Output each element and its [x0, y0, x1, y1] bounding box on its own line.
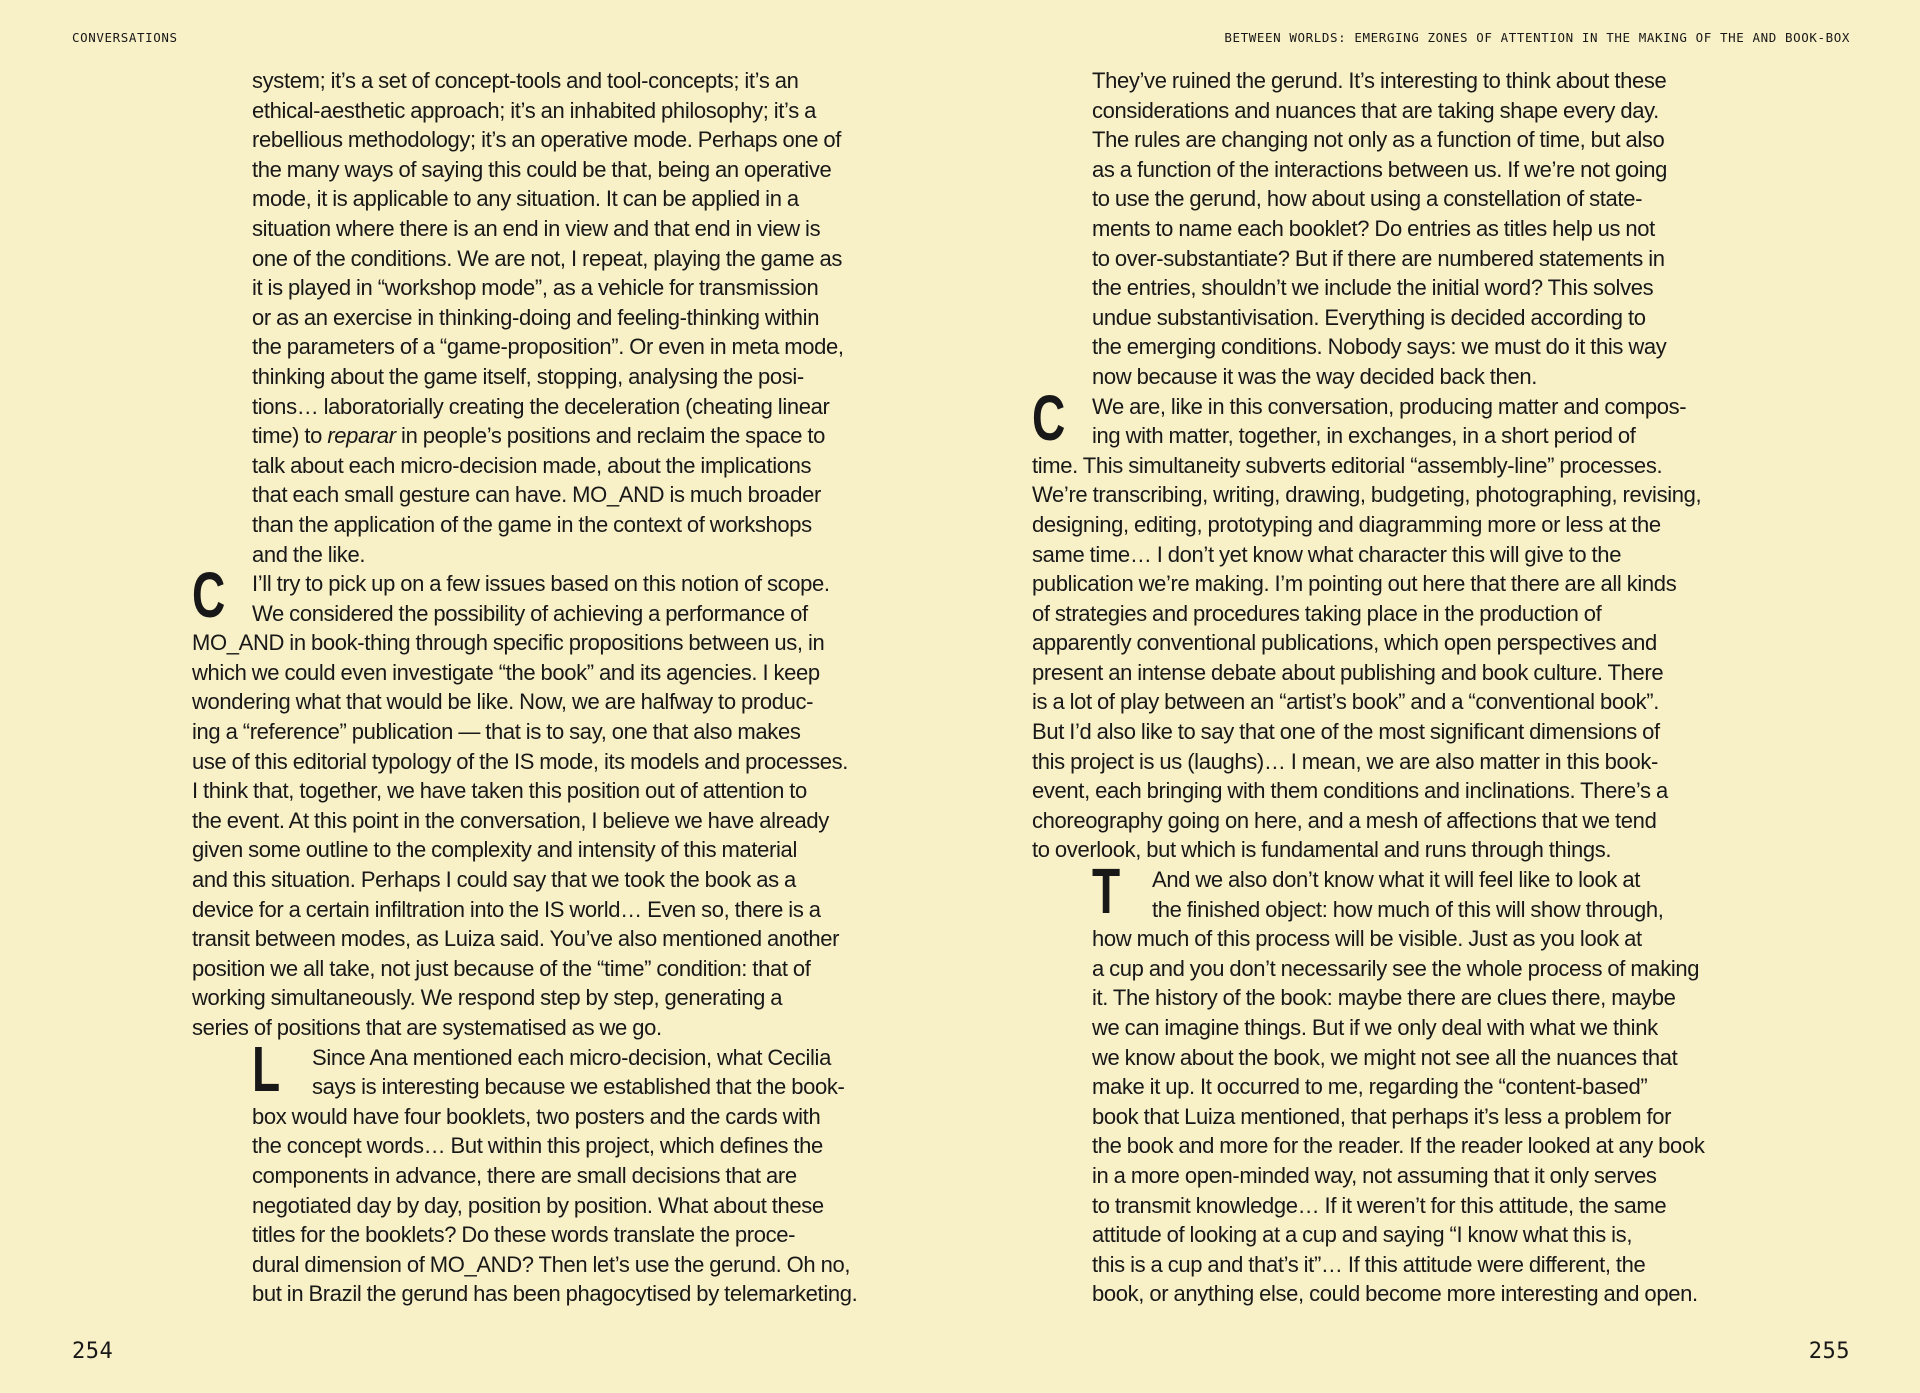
text-line: ethical-aesthetic approach; it’s an inhabited philosophy; it’s a — [252, 97, 816, 123]
speaker-t-paragraph — [1032, 855, 1732, 1309]
text-line: working simultaneously. We respond step by step, generating a — [192, 985, 783, 1011]
text-line: the emerging conditions. Nobody says: we must do it this way — [1092, 334, 1667, 360]
text-line-prefix: time) to — [252, 423, 328, 449]
speaker-initial-c: C — [192, 559, 226, 632]
text-line: the event. At this point in the conversation, I believe we have already — [192, 807, 829, 833]
text-line: to over-substantiate? But if there are numbered statements in — [1092, 245, 1665, 271]
text-line: attitude of looking at a cup and saying “I know what this is, — [1092, 1222, 1633, 1248]
page-number-left: 254 — [72, 1339, 114, 1364]
text-line: device for a certain infiltration into the IS world… Even so, there is a — [192, 896, 821, 922]
text-line: the parameters of a “game-proposition”. Or even in meta mode, — [252, 334, 844, 360]
text-line: tions… laboratorially creating the deceleration (cheating linear — [252, 393, 830, 419]
speaker-c-paragraph-right — [1032, 381, 1732, 866]
text-line: we can imagine things. But if we only deal with what we think — [1092, 1015, 1658, 1040]
text-line: to overlook, but which is fundamental and runs through things. — [1032, 837, 1612, 863]
text-line: than the application of the game in the context of workshops — [252, 511, 812, 537]
text-line: We’re transcribing, writing, drawing, budgeting, photographing, revising, — [1032, 482, 1702, 508]
text-line: or as an exercise in thinking-doing and feeling-thinking within — [252, 304, 820, 330]
text-line: says is interesting because we established that the book- — [312, 1074, 845, 1100]
text-line: apparently conventional publications, which open perspectives and — [1032, 630, 1657, 656]
continued-paragraph-right — [1032, 66, 1732, 392]
text-line: dural dimension of MO_AND? Then let’s use the gerund. Oh no, — [252, 1251, 851, 1277]
text-line: same time… I don’t yet know what character this will give to the — [1032, 541, 1622, 567]
text-line: We are, like in this conversation, producing matter and compos- — [1092, 393, 1687, 419]
text-line: undue substantivisation. Everything is decided according to — [1092, 304, 1646, 330]
text-line: choreography going on here, and a mesh of affections that we tend — [1032, 807, 1657, 833]
text-line: transit between modes, as Luiza said. You’ve also mentioned another — [192, 926, 840, 952]
text-line: system; it’s a set of concept-tools and tool-concepts; it’s an — [252, 68, 799, 93]
text-line: wondering what that would be like. Now, we are halfway to produc- — [192, 689, 814, 715]
text-line: it is played in “workshop mode”, as a vehicle for transmission — [252, 275, 819, 301]
text-line: situation where there is an end in view and that end in view is — [252, 215, 821, 241]
text-line-suffix: in people’s positions and reclaim the space to — [395, 423, 825, 449]
speaker-initial-t: T — [1092, 855, 1120, 928]
text-line: considerations and nuances that are taking shape every day. — [1092, 97, 1659, 123]
text-line: and this situation. Perhaps I could say that we took the book as a — [192, 867, 796, 893]
text-line: We considered the possibility of achieving a performance of — [252, 600, 808, 626]
speaker-initial-l: L — [252, 1032, 280, 1105]
continued-paragraph-left — [192, 66, 902, 569]
text-line: to use the gerund, how about using a constellation of state- — [1092, 186, 1643, 212]
text-line: talk about each micro-decision made, about the implications — [252, 452, 812, 478]
text-line: one of the conditions. We are not, I repeat, playing the game as — [252, 245, 843, 271]
speaker-c-paragraph-left — [192, 559, 902, 1043]
text-line: use of this editorial typology of the IS mode, its models and processes. — [192, 748, 849, 774]
text-line: this project is us (laughs)… I mean, we are also matter in this book- — [1032, 748, 1658, 774]
text-line: box would have four booklets, two posters and the cards with — [252, 1103, 821, 1129]
text-line: ing a “reference” publication — that is to say, one that also makes — [192, 719, 801, 745]
left-page-text-column — [192, 66, 902, 1309]
text-line: ing with matter, together, in exchanges, in a short period of — [1092, 423, 1636, 449]
text-line: a cup and you don’t necessarily see the whole process of making — [1092, 955, 1700, 981]
text-line: The rules are changing not only as a function of time, but also — [1092, 127, 1665, 153]
text-line: designing, editing, prototyping and diagramming more or less at the — [1032, 511, 1661, 537]
text-line: how much of this process will be visible. Just as you look at — [1092, 926, 1642, 952]
text-line: now because it was the way decided back then. — [1092, 363, 1537, 389]
running-head-section: CONVERSATIONS — [72, 30, 178, 45]
text-line: that each small gesture can have. MO_AND is much broader — [252, 482, 821, 508]
speaker-initial-c: C — [1032, 381, 1066, 454]
text-line: And we also don’t know what it will feel like to look at — [1152, 867, 1640, 893]
text-line: mode, it is applicable to any situation. It can be applied in a — [252, 186, 799, 212]
text-line: the concept words… But within this project, which defines the — [252, 1133, 823, 1159]
text-line: the entries, shouldn’t we include the initial word? This solves — [1092, 275, 1654, 301]
right-page-text-column — [1032, 66, 1732, 1309]
speaker-l-paragraph — [192, 1032, 902, 1309]
text-line: it. The history of the book: maybe there are clues there, maybe — [1092, 985, 1676, 1011]
text-line: time. This simultaneity subverts editorial “assembly-line” processes. — [1032, 452, 1663, 478]
text-line: series of positions that are systematised as we go. — [192, 1015, 662, 1040]
running-head-title: BETWEEN WORLDS: EMERGING ZONES OF ATTENTION IN THE MAKING OF THE AND BOOK-BOX — [1224, 30, 1850, 45]
text-line: in a more open-minded way, not assuming that it only serves — [1092, 1162, 1657, 1188]
text-line: this is a cup and that’s it”… If this attitude were different, the — [1092, 1251, 1646, 1277]
text-line: the many ways of saying this could be that, being an operative — [252, 156, 832, 182]
text-line: given some outline to the complexity and intensity of this material — [192, 837, 797, 863]
text-line: which we could even investigate “the book” and its agencies. I keep — [192, 659, 820, 685]
text-line — [252, 421, 902, 451]
text-line: present an intense debate about publishing and book culture. There — [1032, 659, 1664, 685]
text-line: book that Luiza mentioned, that perhaps it’s less a problem for — [1092, 1103, 1672, 1129]
text-line: make it up. It occurred to me, regarding the “content-based” — [1092, 1074, 1648, 1100]
text-line: the finished object: how much of this will show through, — [1152, 896, 1664, 922]
text-line: we know about the book, we might not see all the nuances that — [1092, 1044, 1678, 1070]
text-line: publication we’re making. I’m pointing out here that there are all kinds — [1032, 571, 1677, 597]
text-line: rebellious methodology; it’s an operative mode. Perhaps one of — [252, 127, 842, 153]
text-line: thinking about the game itself, stopping, analysing the posi- — [252, 363, 804, 389]
text-line: I’ll try to pick up on a few issues based on this notion of scope. — [252, 571, 830, 597]
text-line: titles for the booklets? Do these words translate the proce- — [252, 1222, 796, 1248]
text-line: of strategies and procedures taking place in the production of — [1032, 600, 1602, 626]
text-line: ments to name each booklet? Do entries as titles help us not — [1092, 215, 1655, 241]
text-line: but in Brazil the gerund has been phagocytised by telemarketing. — [252, 1281, 858, 1307]
text-line: book, or anything else, could become more interesting and open. — [1092, 1281, 1698, 1307]
text-line: I think that, together, we have taken this position out of attention to — [192, 778, 807, 804]
text-line: They’ve ruined the gerund. It’s interesting to think about these — [1092, 68, 1667, 93]
text-line: position we all take, not just because of the “time” condition: that of — [192, 955, 811, 981]
italic-term: reparar — [327, 423, 396, 449]
text-line: is a lot of play between an “artist’s book” and a “conventional book”. — [1032, 689, 1660, 715]
text-line: Since Ana mentioned each micro-decision, what Cecilia — [312, 1044, 831, 1070]
text-line: event, each bringing with them conditions and inclinations. There’s a — [1032, 778, 1668, 804]
text-line: components in advance, there are small decisions that are — [252, 1162, 797, 1188]
text-line: as a function of the interactions between us. If we’re not going — [1092, 156, 1668, 182]
text-line: negotiated day by day, position by position. What about these — [252, 1192, 824, 1218]
text-line: the book and more for the reader. If the reader looked at any book — [1092, 1133, 1705, 1159]
text-line: to transmit knowledge… If it weren’t for this attitude, the same — [1092, 1192, 1667, 1218]
page-number-right: 255 — [1808, 1339, 1850, 1364]
text-line: and the like. — [252, 541, 366, 567]
text-line: MO_AND in book-thing through specific propositions between us, in — [192, 630, 825, 656]
text-line: But I’d also like to say that one of the most significant dimensions of — [1032, 719, 1660, 745]
